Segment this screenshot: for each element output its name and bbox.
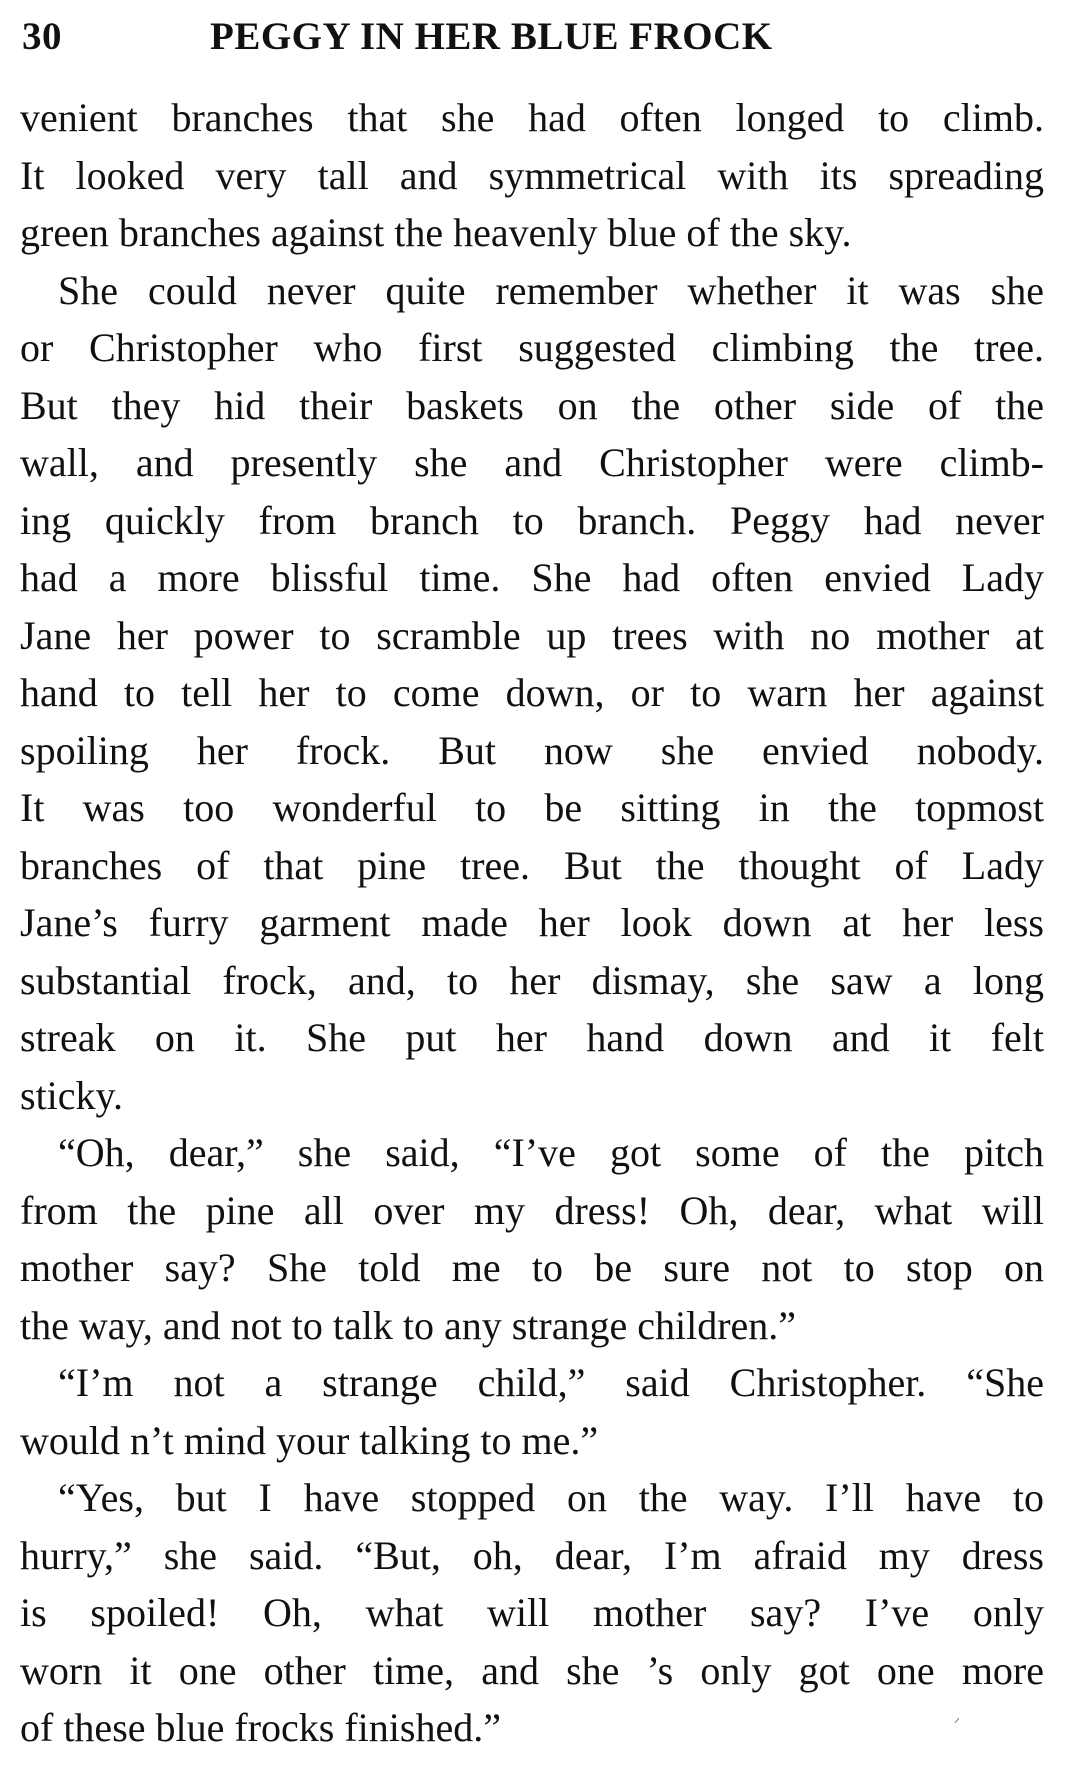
text-line: “Yes, but I have stopped on the way. I’ll have to [58,1475,1044,1520]
text-line: ing quickly from branch to branch. Peggy had never [20,497,1044,543]
text-line: She could never quite remember whether it was she [58,267,1044,313]
page-header [22,14,922,60]
text-line: “I’m not a strange child,” said Christopher. “She [58,1360,1044,1405]
page-number: 30 [22,15,62,58]
text-line: would n’t mind your talking to me.” [20,1417,599,1463]
text-line: It looked very tall and symmetrical with its spreading [20,152,1044,198]
text-line: sticky. [20,1072,123,1118]
text-line: hand to tell her to come down, or to warn her against [20,670,1044,715]
text-line: venient branches that she had often longed to climb. [20,95,1044,140]
text-line: It was too wonderful to be sitting in the topmost [20,785,1044,830]
text-line: wall, and presently she and Christopher were climb- [20,440,1044,485]
text-line: substantial frock, and, to her dismay, she saw a long [20,957,1044,1003]
running-head: PEGGY IN HER BLUE FROCK [210,15,773,58]
text-line: green branches against the heavenly blue of the sky. [20,210,852,255]
text-line: streak on it. She put her hand down and it felt [20,1015,1044,1060]
text-line: is spoiled! Oh, what will mother say? I’ve only [20,1590,1044,1635]
text-line: Jane her power to scramble up trees with no mother at [20,612,1044,658]
text-line: hurry,” she said. “But, oh, dear, I’m afraid my dress [20,1532,1044,1578]
text-line: worn it one other time, and she ’s only got one more [20,1647,1044,1693]
text-line: had a more blissful time. She had often envied Lady [20,555,1044,600]
text-line: “Oh, dear,” she said, “I’ve got some of the pitch [58,1130,1044,1175]
text-line: But they hid their baskets on the other side of the [20,382,1044,428]
text-line: Jane’s furry garment made her look down at her less [20,900,1044,945]
text-line: mother say? She told me to be sure not to stop on [20,1245,1044,1290]
text-line: of these blue frocks finished.” [20,1705,501,1750]
text-line: from the pine all over my dress! Oh, dear, what will [20,1187,1044,1233]
text-line: or Christopher who first suggested climbing the tree. [20,325,1044,370]
text-line: the way, and not to talk to any strange children.” [20,1302,797,1348]
body-text [20,89,1044,1757]
text-line: spoiling her frock. But now she envied nobody. [20,727,1044,773]
text-line: branches of that pine tree. But the thought of Lady [20,842,1044,888]
